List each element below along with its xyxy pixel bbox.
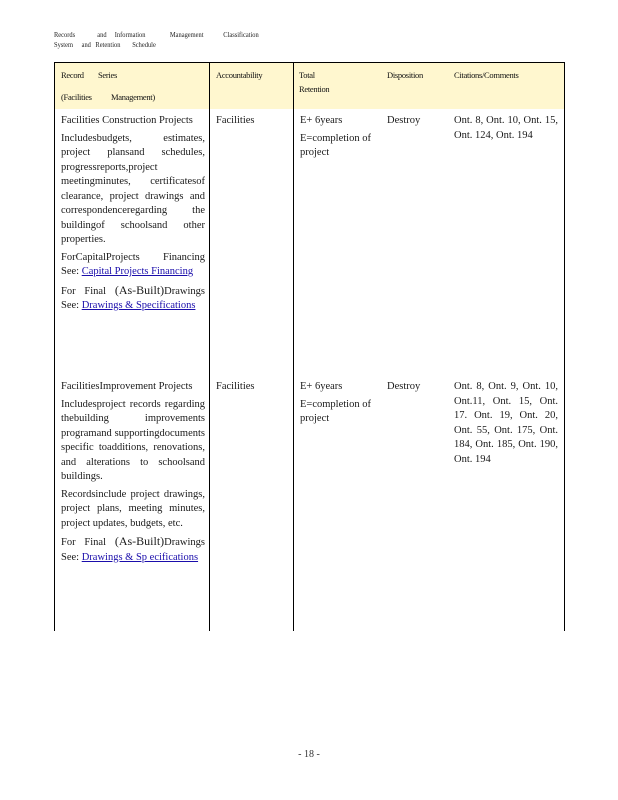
table-row [55, 109, 564, 375]
table-row [55, 375, 564, 631]
column-header-record-series [55, 63, 210, 109]
reference-text: For Final [61, 285, 106, 297]
total-retention-cell [294, 109, 381, 375]
as-built-reference [61, 534, 205, 565]
record-series-description: Includesbudgets, estimates, project plansand schedules, progressreports,project meetingminutes, certificatesof clearance, project drawings and correspondenceregarding the buildingof schoolsand other properties. [61, 132, 205, 245]
header-word: and [81, 41, 91, 49]
record-series-description-2: Recordsinclude project drawings, project plans, meeting minutes, project updates, budgets, etc. [61, 488, 205, 529]
record-series-cell [55, 375, 210, 631]
citations-cell: Ont. 8, Ont. 9, Ont. 10, Ont.11, Ont. 15, Ont. 17. Ont. 19, Ont. 20, Ont. 55, Ont. 175, Ont. 184, Ont. 185, Ont. 190, Ont. 194 [454, 381, 558, 465]
header-text: Record [61, 70, 84, 80]
reference-text: (As-Built) [114, 534, 165, 548]
document-header [54, 30, 259, 50]
header-word: and [97, 31, 107, 39]
header-text: Series [98, 70, 117, 80]
table-header-row [55, 63, 564, 109]
retention-event: E=completion of project [300, 132, 371, 158]
accountability-cell: Facilities [210, 375, 294, 631]
header-word: Management [169, 31, 204, 39]
header-line-2 [54, 40, 259, 50]
retention-schedule-table [54, 62, 565, 631]
column-header-accountability: Accountability [210, 63, 294, 109]
record-series-description: Includesproject records regarding thebuilding improvements programand supportingdocuments specific toadditions, renovations, and alterations to schoolsand buildings. [61, 398, 205, 482]
accountability-cell: Facilities [210, 109, 294, 375]
column-header-citations: Citations/Comments [454, 70, 519, 80]
header-word: Records [54, 31, 76, 39]
retention-period: E+ 6years [300, 381, 343, 392]
header-text: Retention [299, 84, 330, 94]
disposition-cell: Destroy [387, 381, 421, 392]
reference-text: (As-Built) [114, 282, 165, 297]
header-text: (Facilities [61, 92, 92, 102]
drawings-specifications-link[interactable]: Drawings & Sp ecifications [81, 551, 199, 563]
record-series-title: Facilities Construction Projects [61, 115, 193, 126]
cross-reference-prefix: ForCapitalProjects Financing See: [61, 251, 205, 277]
header-word: Retention [95, 41, 121, 49]
column-header-disposition: Disposition [387, 70, 423, 80]
as-built-reference [61, 283, 205, 314]
header-word: Information [114, 31, 146, 39]
column-header-total-retention [294, 63, 381, 109]
header-text: Management) [111, 92, 155, 102]
reference-text: Drawings See: [61, 285, 205, 311]
retention-period: E+ 6years [300, 115, 343, 126]
header-word: Classification [223, 31, 259, 39]
page-number: - 18 - [298, 749, 320, 760]
reference-text: For Final [61, 537, 106, 548]
retention-event: E=completion of project [300, 398, 371, 424]
record-series-cell [55, 109, 210, 375]
drawings-specifications-link[interactable]: Drawings & Specifications [81, 300, 196, 311]
disposition-cell: Destroy [387, 115, 421, 126]
header-line-1 [54, 30, 259, 40]
total-retention-cell [294, 375, 381, 631]
header-word: System [54, 41, 73, 49]
reference-text: Drawings See: [61, 537, 205, 563]
cross-reference [61, 251, 205, 280]
capital-projects-financing-link[interactable]: Capital Projects Financing [81, 266, 194, 277]
header-text: Total [299, 70, 315, 80]
citations-cell: Ont. 8, Ont. 10, Ont. 15, Ont. 124, Ont. 194 [454, 115, 558, 141]
record-series-title: FacilitiesImprovement Projects [61, 381, 193, 392]
header-word: Schedule [132, 41, 156, 49]
